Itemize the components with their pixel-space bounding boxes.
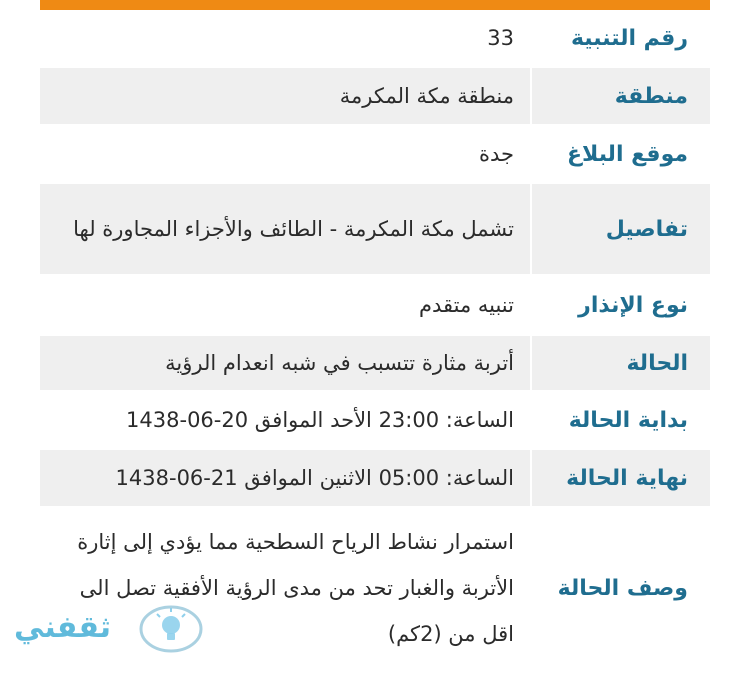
row-value: الساعة: 23:00 الأحد الموافق 20-06-1438 — [126, 408, 514, 432]
row-label: بداية الحالة — [530, 392, 710, 448]
row-label: وصف الحالة — [530, 508, 710, 668]
table-row — [40, 68, 710, 126]
table-row — [40, 450, 710, 508]
table-row — [40, 336, 710, 392]
watermark-text: ثقفني — [14, 610, 112, 645]
alert-details-table — [40, 10, 710, 670]
row-value: منطقة مكة المكرمة — [339, 84, 514, 108]
row-value: الساعة: 05:00 الاثنين الموافق 21-06-1438 — [115, 466, 514, 490]
row-label: موقع البلاغ — [530, 126, 710, 182]
row-label: الحالة — [530, 336, 710, 390]
table-row — [40, 276, 710, 336]
row-label: منطقة — [530, 68, 710, 124]
row-value: أتربة مثارة تتسبب في شبه انعدام الرؤية — [165, 351, 514, 375]
table-row — [40, 184, 710, 276]
lightbulb-icon — [139, 600, 203, 658]
table-row — [40, 392, 710, 450]
row-value: 33 — [487, 26, 514, 50]
row-value: استمرار نشاط الرياح السطحية مما يؤدي إلى إثارة الأتربة والغبار تحد من مدى الرؤية الأفقية تصل الى اقل من (2كم) — [77, 530, 514, 646]
row-value: جدة — [478, 142, 514, 166]
top-accent-bar — [40, 0, 710, 10]
watermark-logo — [14, 600, 214, 662]
row-value: تنبيه متقدم — [418, 293, 514, 317]
table-row — [40, 10, 710, 68]
row-label: تفاصيل — [530, 184, 710, 274]
row-label: نهاية الحالة — [530, 450, 710, 506]
row-label: رقم التنبية — [530, 10, 710, 66]
table-row — [40, 126, 710, 184]
row-value: تشمل مكة المكرمة - الطائف والأجزاء المجاورة لها — [73, 217, 514, 241]
row-label: نوع الإنذار — [530, 276, 710, 334]
